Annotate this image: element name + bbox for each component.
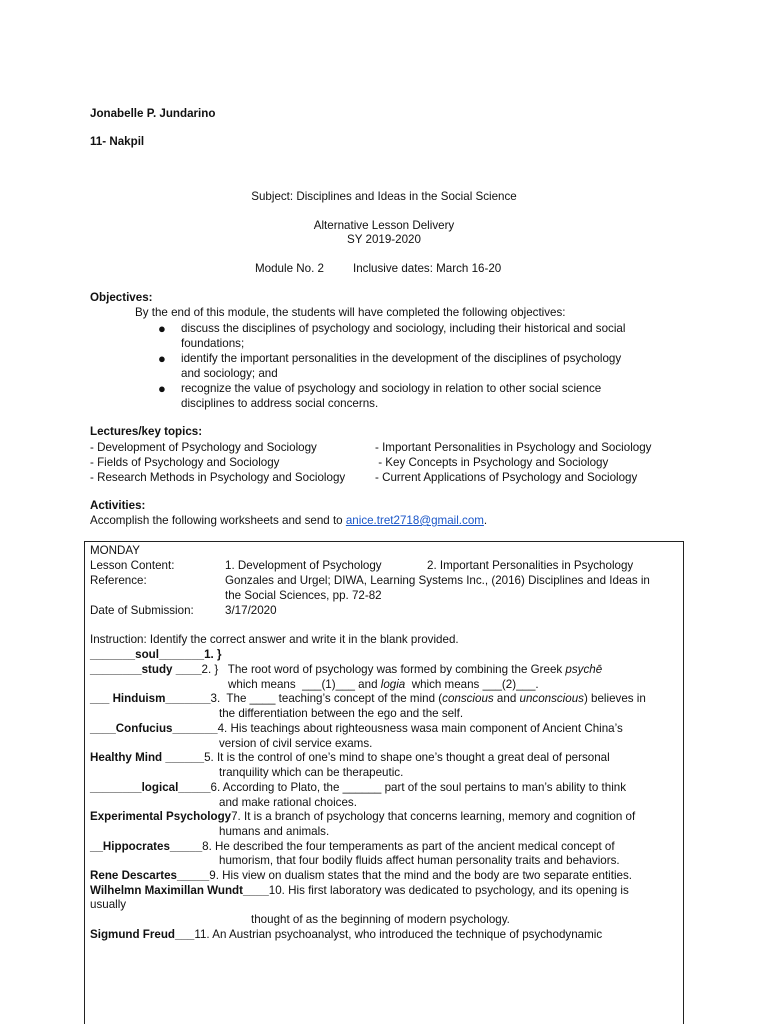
topic-row: - Development of Psychology and Sociology - Important Personalities in Psychology and Sociology xyxy=(90,441,652,454)
question-3-cont: the differentiation between the ego and the self. xyxy=(219,707,464,720)
objectives-list xyxy=(155,321,685,411)
question-4: ____Confucius_______4. His teachings about righteousness wasa main component of Ancient China’s xyxy=(90,722,623,735)
question-10: Wilhelmn Maximillan Wundt____10. His first laboratory was dedicated to psychology, and its opening is xyxy=(90,884,629,897)
objective-item: ● discuss the disciplines of psychology and sociology, including their historical and social foundations; xyxy=(158,321,626,350)
question-7-cont: humans and animals. xyxy=(219,825,330,838)
question-8: __Hippocrates_____8. He described the four temperaments as part of the ancient medical concept of xyxy=(90,840,615,853)
instruction-text: Instruction: Identify the correct answer and write it in the blank provided. xyxy=(90,633,459,646)
question-4-cont: version of civil service exams. xyxy=(219,737,373,750)
question-11: Sigmund Freud___11. An Austrian psychoanalyst, who introduced the technique of psychodynamic xyxy=(90,928,603,941)
question-5-cont: tranquility which can be therapeutic. xyxy=(219,766,404,779)
reference-line-1: Gonzales and Urgel; DIWA, Learning Systems Inc., (2016) Disciplines and Ideas in xyxy=(225,574,650,587)
lesson-content-label: Lesson Content: xyxy=(90,559,175,572)
activities-heading: Activities: xyxy=(90,499,146,512)
school-year: SY 2019-2020 xyxy=(347,233,421,246)
submission-label: Date of Submission: xyxy=(90,604,194,617)
bullet-icon: ● xyxy=(158,381,166,396)
objective-item: ● recognize the value of psychology and sociology in relation to other social science disciplines to address social concerns. xyxy=(158,381,602,410)
question-6-cont: and make rational choices. xyxy=(219,796,357,809)
question-5: Healthy Mind ______5. It is the control of one’s mind to shape one’s thought a great deal of personal xyxy=(90,751,610,764)
delivery-mode: Alternative Lesson Delivery xyxy=(313,219,455,232)
reference-label: Reference: xyxy=(90,574,147,587)
bullet-icon: ● xyxy=(158,351,166,366)
module-number: Module No. 2 xyxy=(255,262,324,275)
topic-row: - Research Methods in Psychology and Sociology - Current Applications of Psychology and Sociology xyxy=(90,471,638,484)
worksheet-day: MONDAY xyxy=(90,544,141,557)
submission-date: 3/17/2020 xyxy=(225,604,277,617)
reference-line-2: the Social Sciences, pp. 72-82 xyxy=(225,589,382,602)
bullet-icon: ● xyxy=(158,321,166,336)
question-2-cont: which means ___(1)___ and logia which means ___(2)___. xyxy=(228,678,539,691)
question-9: Rene Descartes_____9. His view on dualism states that the mind and the body are two separate entities. xyxy=(90,869,633,882)
objectives-heading: Objectives: xyxy=(90,291,153,304)
inclusive-dates: Inclusive dates: March 16-20 xyxy=(353,262,502,275)
topics-list xyxy=(90,440,651,485)
email-link[interactable]: anice.tret2718@gmail.com xyxy=(345,514,484,527)
topic-row: - Fields of Psychology and Sociology - Key Concepts in Psychology and Sociology xyxy=(90,456,609,469)
subject-title: Subject: Disciplines and Ideas in the Social Science xyxy=(251,190,517,203)
question-6: ________logical_____6. According to Plato, the ______ part of the soul pertains to man’s ability to think xyxy=(90,781,627,794)
question-10-cont: usually xyxy=(90,898,127,911)
topics-heading: Lectures/key topics: xyxy=(90,425,203,438)
question-1: _______soul_______1. } xyxy=(90,648,222,661)
question-8-cont: humorism, that four bodily fluids affect human personality traits and behaviors. xyxy=(219,854,620,867)
student-name: Jonabelle P. Jundarino xyxy=(90,107,216,120)
objectives-intro: By the end of this module, the students will have completed the following objectives: xyxy=(135,306,566,319)
student-section: 11- Nakpil xyxy=(90,135,145,148)
lesson-content-1: 1. Development of Psychology xyxy=(225,559,382,572)
question-3: ___ Hinduism_______3. The ____ teaching’s concept of the mind (conscious and unconscious) believes in xyxy=(90,692,646,705)
objective-item: ● identify the important personalities in the development of the disciplines of psychology and sociology; and xyxy=(158,351,622,380)
question-2: ________study ____2. } The root word of psychology was formed by combining the Greek psychē xyxy=(90,663,603,676)
question-10-cont-2: thought of as the beginning of modern psychology. xyxy=(251,913,510,926)
lesson-content-2: 2. Important Personalities in Psychology xyxy=(427,559,634,572)
activities-text: Accomplish the following worksheets and send to anice.tret2718@gmail.com. xyxy=(90,514,488,527)
question-7: Experimental Psychology7. It is a branch of psychology that concerns learning, memory and cognition of xyxy=(90,810,636,823)
